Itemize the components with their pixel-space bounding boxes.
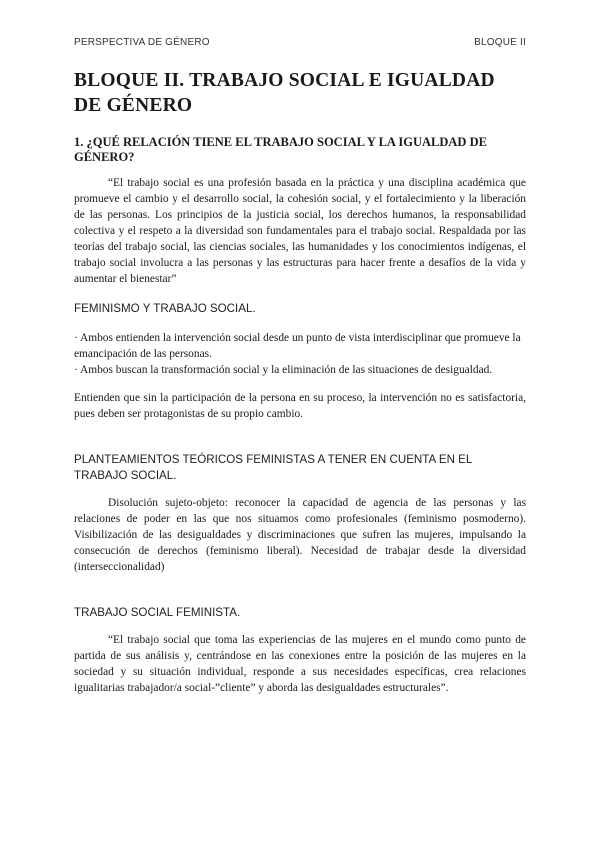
section1-paragraph: Entienden que sin la participación de la persona en su proceso, la intervención no es satisfactoria, pues deben ser protagonistas de su propio cambio.: [74, 392, 526, 420]
page-title: BLOQUE II. TRABAJO SOCIAL E IGUALDAD DE GÉNERO: [74, 70, 495, 116]
header-right: BLOQUE II: [474, 37, 526, 48]
definition-quote: “El trabajo social es una profesión basada en la práctica y una disciplina académica que promueve el cambio y el desarrollo social, la cohesión social, y el fortalecimiento y la liberación de las personas. Los principios de la justicia social, los derechos humanos, la responsabilidad colectiva y el respeto a la diversidad son fundamentales para el trabajo social. Respaldada por las teorías del trabajo social, las ciencias sociales, las humanidades y los conocimientos indígenas, el trabajo social involucra a las personas y las estructuras para hacer frente a desafíos de la vida y aumentar el bienestar”: [74, 177, 526, 285]
section-title-ts-feminista: TRABAJO SOCIAL FEMINISTA.: [74, 606, 241, 619]
document-body: [74, 68, 526, 696]
header-left: PERSPECTIVA DE GÉNERO: [74, 37, 210, 48]
question-heading: 1. ¿QUÉ RELACIÓN TIENE EL TRABAJO SOCIAL Y LA IGUALDAD DE GÉNERO?: [74, 135, 487, 164]
list-item: · Ambos buscan la transformación social y la eliminación de las situaciones de desigualdad.: [74, 364, 493, 376]
page-header: [74, 37, 526, 48]
bullet-list: [74, 330, 526, 378]
section2-paragraph: Disolución sujeto-objeto: reconocer la capacidad de agencia de las personas y las relaciones de poder en las que nos situamos como profesionales (feminismo posmoderno). Visibilización de las desigualdades y discriminaciones que sufren las mujeres, impulsando la consecución de derechos (feminismo liberal). Necesidad de trabajar desde la diversidad (interseccionalidad): [74, 497, 526, 573]
section-title-planteamientos: PLANTEAMIENTOS TEÓRICOS FEMINISTAS A TENER EN CUENTA EN EL TRABAJO SOCIAL.: [74, 453, 472, 482]
section-title-feminismo: FEMINISMO Y TRABAJO SOCIAL.: [74, 302, 256, 315]
list-item: · Ambos entienden la intervención social desde un punto de vista interdisciplinar que promueve la emancipación de las personas.: [74, 332, 521, 360]
section3-quote: “El trabajo social que toma las experiencias de las mujeres en el mundo como punto de partida de sus análisis y, centrándose en las conexiones entre la posición de las mujeres en la sociedad y su situación individual, responde a sus necesidades específicas, crea relaciones igualitarias trabajador/a social-”cliente” y aborda las desigualdades estructurales”.: [74, 634, 526, 694]
